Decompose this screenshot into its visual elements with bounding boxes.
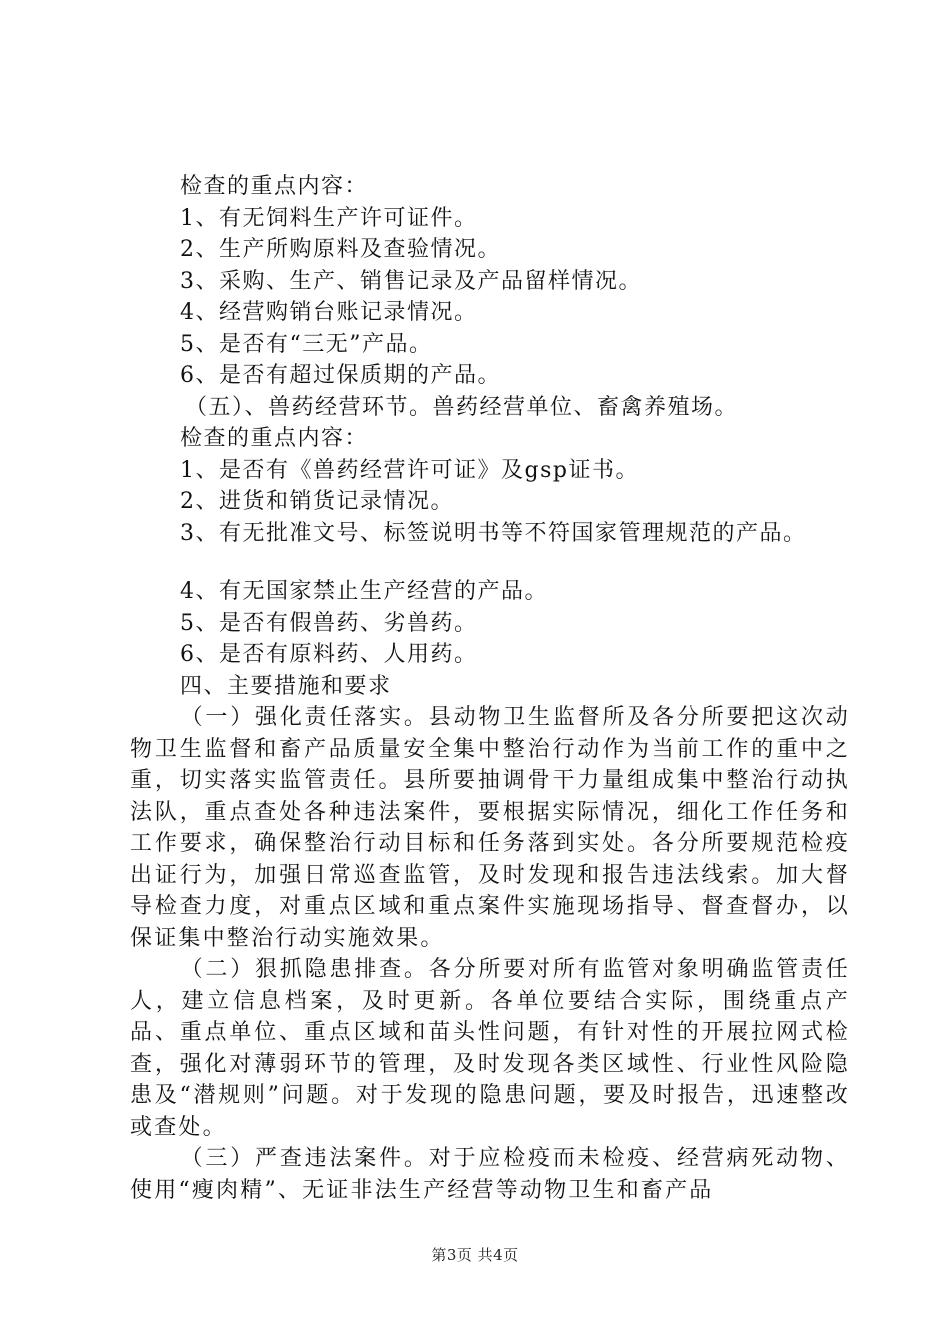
list-item: 1、是否有《兽药经营许可证》及gsp证书。 xyxy=(180,457,639,483)
subsection-heading-vet-drugs: （五）、兽药经营环节。兽药经营单位、畜禽养殖场。 xyxy=(185,394,739,420)
paragraph-illegal-cases: （三）严查违法案件。对于应检疫而未检疫、经营病死动物、使用“瘦肉精”、无证非法生产经营等动物卫生和畜产品 xyxy=(130,1146,850,1203)
list-item: 2、进货和销货记录情况。 xyxy=(180,489,454,514)
list-item: 6、是否有超过保质期的产品。 xyxy=(180,363,501,388)
list-item: 5、是否有假兽药、劣兽药。 xyxy=(180,610,478,636)
list-item: 3、有无批准文号、标签说明书等不符国家管理规范的产品。 xyxy=(180,520,807,546)
list-item: 1、有无饲料生产许可证件。 xyxy=(180,205,478,231)
list-item: 6、是否有原料药、人用药。 xyxy=(180,642,478,667)
section-heading-key-points: 检查的重点内容： xyxy=(180,174,369,199)
list-item: 4、经营购销台账记录情况。 xyxy=(180,300,478,325)
section-heading-measures: 四、主要措施和要求 xyxy=(180,673,392,699)
document-body xyxy=(130,171,850,1206)
list-item: 4、有无国家禁止生产经营的产品。 xyxy=(180,579,548,604)
paragraph-hazard-inspection: （二）狠抓隐患排查。各分所要对所有监管对象明确监管责任人，建立信息档案，及时更新。各单位要结合实际，围绕重点产品、重点单位、重点区域和苗头性问题，有针对性的开展拉网式检查，强化对薄弱环节的管理，及时发现各类区域性、行业性风险隐患及“潜规则”问题。对于发现的隐患问题，要及时报告，迅速整改或查处。 xyxy=(130,957,850,1140)
list-item: 5、是否有“三无”产品。 xyxy=(180,331,433,357)
page-number-footer: 第3页 共4页 xyxy=(431,1246,519,1264)
section-heading-key-points: 检查的重点内容： xyxy=(180,426,369,451)
list-item: 2、生产所购原料及查验情况。 xyxy=(180,237,501,262)
list-item: 3、采购、生产、销售记录及产品留样情况。 xyxy=(180,268,642,294)
blank-line xyxy=(130,549,850,576)
paragraph-responsibility: （一）强化责任落实。县动物卫生监督所及各分所要把这次动物卫生监督和畜产品质量安全集中整治行动作为当前工作的重中之重，切实落实监管责任。县所要抽调骨干力量组成集中整治行动执法队，重点查处各种违法案件，要根据实际情况，细化工作任务和工作要求，确保整治行动目标和任务落到实处。各分所要规范检疫出证行为，加强日常巡查监管，及时发现和报告违法线索。加大督导检查力度，对重点区域和重点案件实施现场指导、督查督办，以保证集中整治行动实施效果。 xyxy=(130,705,850,951)
